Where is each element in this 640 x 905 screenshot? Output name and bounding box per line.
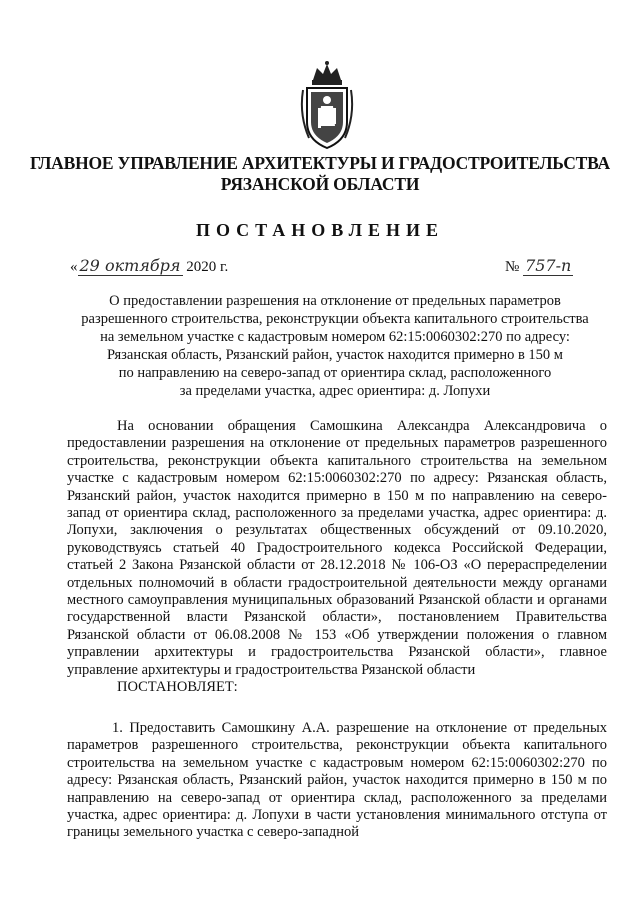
coat-of-arms-icon [299, 60, 355, 150]
body-paragraph-item-1: 1. Предоставить Самошкину А.А. разрешение на отклонение от предельных параметров разрешенного строительства, реконструкции объекта капитального строительства на земельном участке с кадастровым номером 62:15:0060302:270 по адресу: Рязанская область, Рязанский район, участок находится примерно в 150 м по направлению на северо-запад от ориентира склад, расположенного за пределами участка, адрес ориентира: д. Лопухи в части установления минимального отступа от границы земельного участка с северо-западной [67, 720, 607, 841]
number-prefix: № [505, 259, 520, 275]
handwritten-date: 29 октября [79, 256, 181, 275]
subject-line: на земельном участке с кадастровым номером 62:15:0060302:270 по адресу: [100, 329, 570, 345]
body-paragraph-basis [67, 418, 607, 697]
basis-text: На основании обращения Самошкина Александра Александровича о предоставлении разрешения на отклонение от предельных параметров разрешенного строительства, реконструкции объекта капитального строительства на земельном участке с кадастровым номером 62:15:0060302:270 по адресу: Рязанская область, Рязанский район, участок находится примерно в 150 м по направлению на северо-запад от ориентира склад, расположенного за пределами участка, адрес ориентира: д. Лопухи, заключения о результатах общественных обсуждений от 09.10.2020, руководствуясь статьей 40 Градостроительного кодекса Российской Федерации, статьей 2 Закона Рязанской области от 28.12.2018 № 106-ОЗ «О перераспределении отдельных полномочий в области градостроительной деятельности между органами местного самоуправления муниципальных образований Рязанской области и органами государственной власти Рязанской области», постановлением Правительства Рязанской области от 06.08.2008 № 153 «Об утверждении положения о главном управлении архитектуры и градостроительства Рязанской области», главное управление архитектуры и градостроительства Рязанской области [67, 418, 607, 678]
document-number [505, 256, 573, 276]
document-subject [70, 292, 600, 400]
organization-name-line2: РЯЗАНСКОЙ ОБЛАСТИ [220, 174, 420, 194]
resolve-heading: ПОСТАНОВЛЯЕТ: [117, 679, 238, 696]
date-open-quote: « [70, 259, 78, 275]
document-date [70, 256, 228, 276]
organization-name-line1: ГЛАВНОЕ УПРАВЛЕНИЕ АРХИТЕКТУРЫ И ГРАДОСТРОИТЕЛЬСТВА [30, 153, 610, 173]
document-type-title: ПОСТАНОВЛЕНИЕ [195, 220, 445, 240]
date-year: 2020 г. [186, 259, 229, 275]
handwritten-number: 757-п [525, 256, 572, 275]
subject-line: разрешенного строительства, реконструкции объекта капитального строительства [81, 311, 589, 327]
subject-line: за пределами участка, адрес ориентира: д. Лопухи [179, 383, 491, 399]
subject-line: О предоставлении разрешения на отклонение от предельных параметров [109, 293, 561, 309]
subject-line: Рязанская область, Рязанский район, участок находится примерно в 150 м [107, 347, 563, 363]
subject-line: по направлению на северо-запад от ориентира склад, расположенного [118, 365, 552, 381]
